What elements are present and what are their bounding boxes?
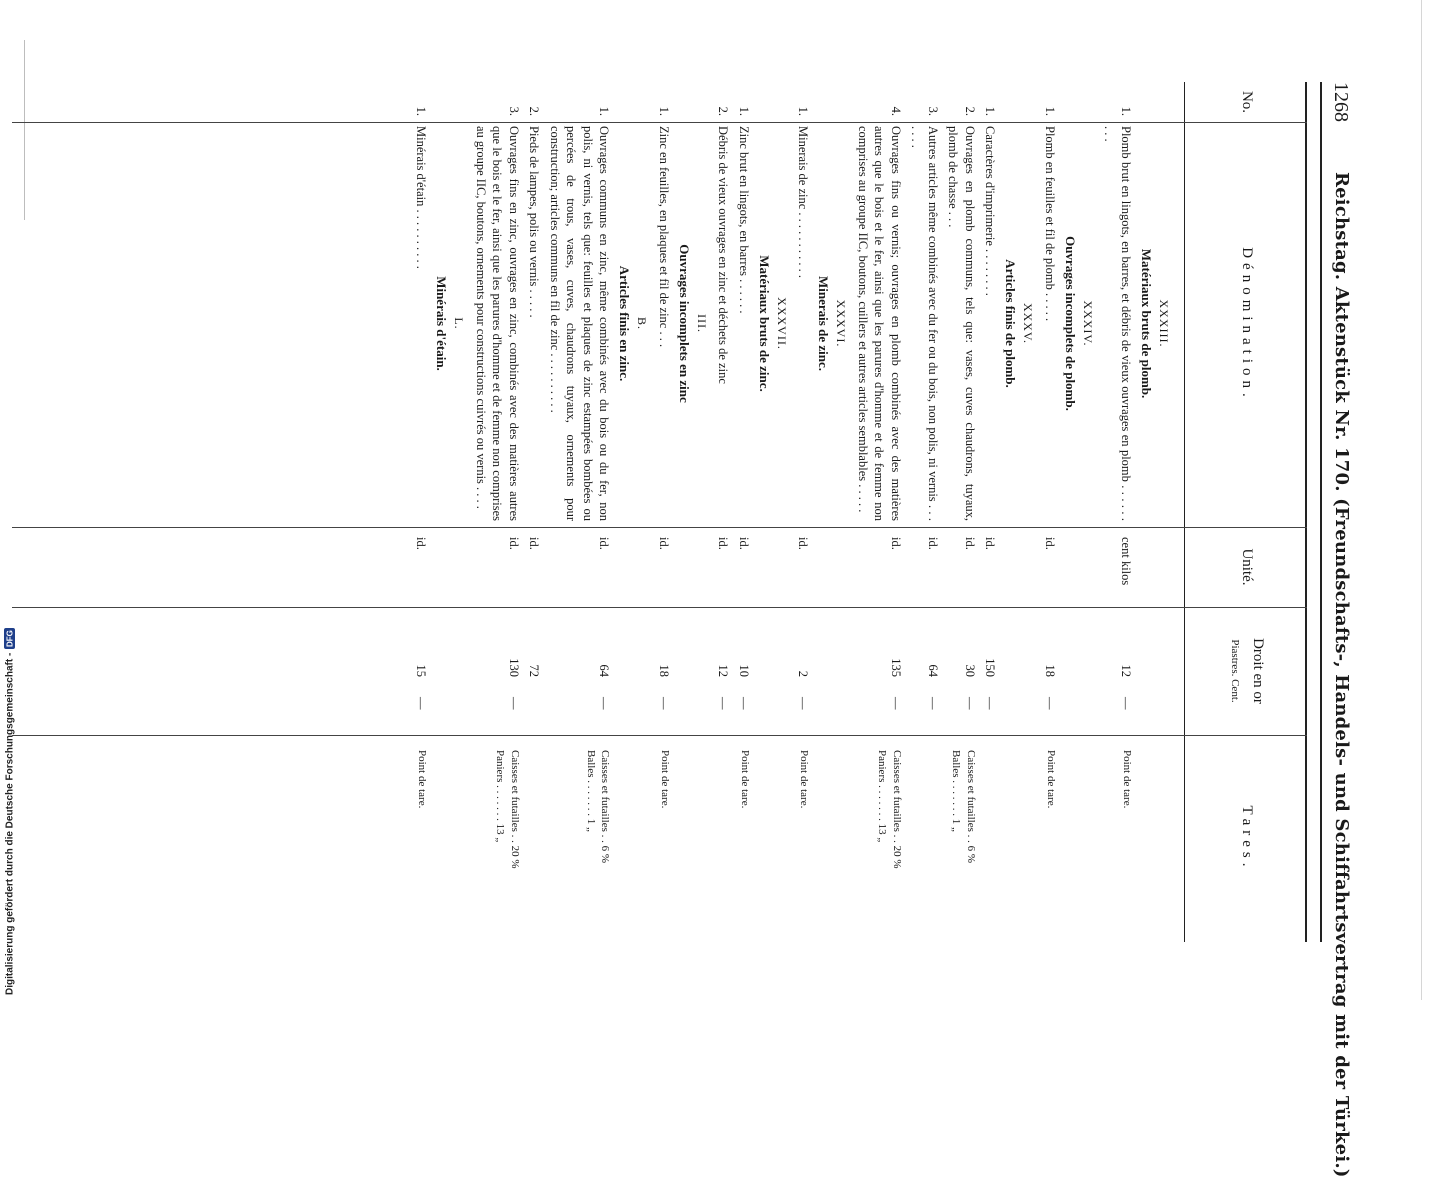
section-number: III.	[695, 314, 709, 333]
item-tare: Point de tare.	[798, 750, 811, 809]
item-denomination: Débris de vieux ouvrages en zinc et déchets de zinc	[716, 126, 731, 384]
item-tare: Point de tare.	[659, 750, 671, 809]
table-row	[908, 82, 941, 942]
item-duty-centimes: —	[414, 697, 429, 710]
table-row	[413, 82, 430, 942]
item-denomination: Ouvrages en plomb communs, tels que: vases, cuves chaudrons, tuyaux, plomb de chasse . . .	[946, 126, 977, 521]
dfg-logo: DFG	[5, 629, 15, 647]
running-title: Reichstag. Aktenstück Nr. 170. (Freundschafts-, Handels- und Schiffahrtsvertrag mit der Türkei.)	[1331, 172, 1352, 1178]
item-duty-piastres: 10	[737, 664, 751, 677]
item-tare: Caisses et futailles . . 6 % Balles . . . . . . . 1 „	[584, 750, 612, 864]
item-denomination: Zinc brut en lingots, en barres . . . . . .	[737, 126, 751, 314]
table-row	[473, 82, 523, 942]
item-number: 1.	[597, 106, 612, 116]
table-row	[736, 82, 753, 942]
item-duty-piastres: 130	[507, 658, 521, 677]
item-unit: id.	[889, 537, 903, 550]
item-duty-piastres: 135	[889, 658, 903, 677]
section-title: Articles finis en zinc.	[617, 265, 633, 382]
item-duty-centimes: —	[926, 697, 940, 710]
item-tare: Point de tare.	[416, 750, 429, 809]
item-number: 2.	[963, 106, 977, 116]
item-duty-centimes: —	[889, 697, 903, 710]
table-body	[409, 82, 1177, 942]
page-number: 1268	[1330, 82, 1352, 122]
table-row	[547, 82, 613, 942]
section-number: XXXVII.	[775, 297, 789, 350]
item-number: 3.	[507, 106, 521, 116]
item-denomination: Plomb en feuilles et fil de plomb . . . . .	[1043, 126, 1057, 322]
item-denomination: Minerais de zinc . . . . . . . . . . .	[796, 126, 811, 279]
header-droit	[1187, 607, 1307, 735]
section-title: Ouvrages incomplets de plomb.	[1063, 236, 1078, 411]
item-unit: id.	[527, 537, 542, 550]
item-duty-piastres: 2	[796, 670, 811, 677]
section-number: L.	[452, 317, 467, 330]
item-unit: cent kilos	[1119, 537, 1133, 586]
item-tare: Caisses et futailles . . 6 % Balles . . . . . . . 1 „	[950, 750, 977, 864]
item-number: 2.	[527, 106, 542, 116]
section-number: XXXIII.	[1157, 299, 1171, 348]
item-number: 1.	[657, 106, 671, 116]
item-duty-piastres: 18	[657, 664, 671, 677]
item-unit: id.	[983, 537, 998, 550]
item-denomination: Caractères d'imprimerie . . . . . . . .	[983, 126, 998, 296]
item-number: 2.	[716, 106, 731, 116]
section-number: XXXIV.	[1081, 300, 1095, 347]
item-unit: id.	[716, 537, 731, 550]
item-duty-piastres: 72	[527, 664, 542, 677]
table-row	[656, 82, 673, 942]
table-row	[715, 82, 732, 942]
item-duty-centimes: —	[796, 697, 811, 710]
section-title: Matériaux bruts de plomb.	[1139, 248, 1154, 399]
item-unit: id.	[963, 537, 977, 550]
item-number: 1.	[1043, 106, 1057, 116]
section-title: Ouvrages incomplets en zinc	[677, 244, 692, 403]
section-number: B.	[635, 316, 650, 330]
running-head	[1322, 82, 1352, 1178]
section-title: Articles finis de plomb.	[1003, 259, 1019, 388]
item-duty-centimes: —	[963, 697, 977, 710]
item-duty-piastres: 12	[1119, 664, 1133, 677]
item-denomination: Minérais d'étain . . . . . . . . . .	[414, 126, 429, 269]
item-duty-piastres: 64	[597, 664, 612, 677]
table-row	[1101, 82, 1134, 942]
item-duty-centimes: —	[1119, 697, 1133, 710]
item-denomination: Ouvrages fins en zinc, ouvrages en zinc, combinés avec des matières autres que le bois et le fer, ainsi que les parures d'homme et de femme non comprises au groupe IIC, boutons, ornements pour constructions cuivrés ou vernis . . . .	[474, 126, 521, 521]
item-tare: Caisses et futailles . . 20 % Paniers . . . . . . . 13 „	[494, 750, 521, 869]
item-denomination: Ouvrages communs en zinc, même combinés avec du bois ou du fer, non polis, ni vernis, tels que: feuilles et plaques de zinc estampées bombées ou percées de trous, vases, cuves, chaudrons tuyaux, ornements pour construction; articles communs en fil de zinc . . . . . . . . . .	[548, 126, 612, 521]
item-duty-piastres: 15	[414, 664, 429, 677]
header-denomination: Dénomination.	[1239, 247, 1255, 402]
item-unit: id.	[414, 537, 429, 550]
table-row	[945, 82, 978, 942]
item-tare: Point de tare.	[1121, 750, 1133, 809]
header-unite: Unité.	[1239, 548, 1255, 586]
item-duty-piastres: 30	[963, 664, 977, 677]
item-duty-piastres: 12	[716, 664, 731, 677]
section-title: Matériaux bruts de zinc.	[757, 255, 772, 392]
header-rule	[1320, 82, 1322, 942]
item-duty-centimes: —	[737, 697, 751, 710]
item-number: 1.	[796, 106, 811, 116]
item-denomination: Plomb brut en lingots, en barres, et débris de vieux ouvrages en plomb . . . . . . . . .	[1102, 126, 1133, 521]
item-tare: Point de tare.	[739, 750, 751, 809]
header-bottom-rule	[1184, 82, 1185, 942]
item-unit: id.	[657, 537, 671, 550]
header-tares: Tares.	[1239, 805, 1255, 872]
item-duty-centimes: —	[657, 697, 671, 710]
item-unit: id.	[507, 537, 521, 550]
item-denomination: Zinc en feuilles, en plaques et fil de zinc . . .	[657, 126, 671, 348]
item-number: 4.	[889, 106, 903, 116]
credit-text: Digitalisierung gefördert durch die Deutsche Forschungsgemeinschaft -	[4, 652, 16, 995]
item-unit: id.	[1043, 537, 1057, 550]
item-duty-piastres: 18	[1043, 664, 1057, 677]
item-duty-centimes: —	[597, 697, 612, 710]
item-tare: Caisses et futailles . . 20 % Paniers . . . . . . . 13 „	[876, 750, 903, 869]
table-row	[795, 82, 812, 942]
item-number: 1.	[1119, 106, 1133, 116]
item-duty-centimes: —	[507, 697, 521, 710]
table-row	[982, 82, 999, 942]
section-title: Minérais d'étain.	[434, 276, 450, 371]
item-duty-piastres: 64	[926, 664, 940, 677]
item-number: 1.	[414, 106, 429, 116]
item-unit: id.	[926, 537, 940, 550]
item-duty-centimes: —	[1043, 697, 1057, 710]
item-denomination: Pieds de lampes, polis ou vernis . . . . .	[527, 126, 542, 318]
item-number: 1.	[737, 106, 751, 116]
table-row	[1042, 82, 1059, 942]
table-row	[855, 82, 905, 942]
item-duty-piastres: 150	[983, 658, 998, 677]
tariff-table	[12, 82, 1307, 942]
item-denomination: Autres articles même combinés avec du fer ou du bois, non polis, ni vernis . . . . . . .	[909, 126, 940, 521]
header-no: No.	[1239, 90, 1255, 114]
item-number: 3.	[926, 106, 940, 116]
item-tare: Point de tare.	[1045, 750, 1057, 809]
section-number: XXXVI.	[834, 299, 849, 348]
header-droit-units: Piastres. Cent.	[1228, 639, 1241, 703]
item-unit: id.	[737, 537, 751, 550]
table-row	[526, 82, 543, 942]
item-unit: id.	[597, 537, 612, 550]
item-number: 1.	[983, 106, 998, 116]
item-duty-centimes: —	[983, 697, 998, 710]
header-droit-label: Droit en or	[1249, 638, 1266, 704]
item-unit: id.	[796, 537, 811, 550]
item-denomination: Ouvrages fins ou vernis; ouvrages en plomb combinés avec des matières autres que le bois et le fer, ainsi que les parures d'homme et de femme non comprises au groupe IIC, boutons, cuillers et autres articles semblables . . . . .	[856, 126, 903, 521]
item-duty-centimes: —	[716, 697, 731, 710]
section-number: XXXV.	[1021, 302, 1036, 345]
section-title: Minerais de zinc.	[816, 276, 832, 371]
